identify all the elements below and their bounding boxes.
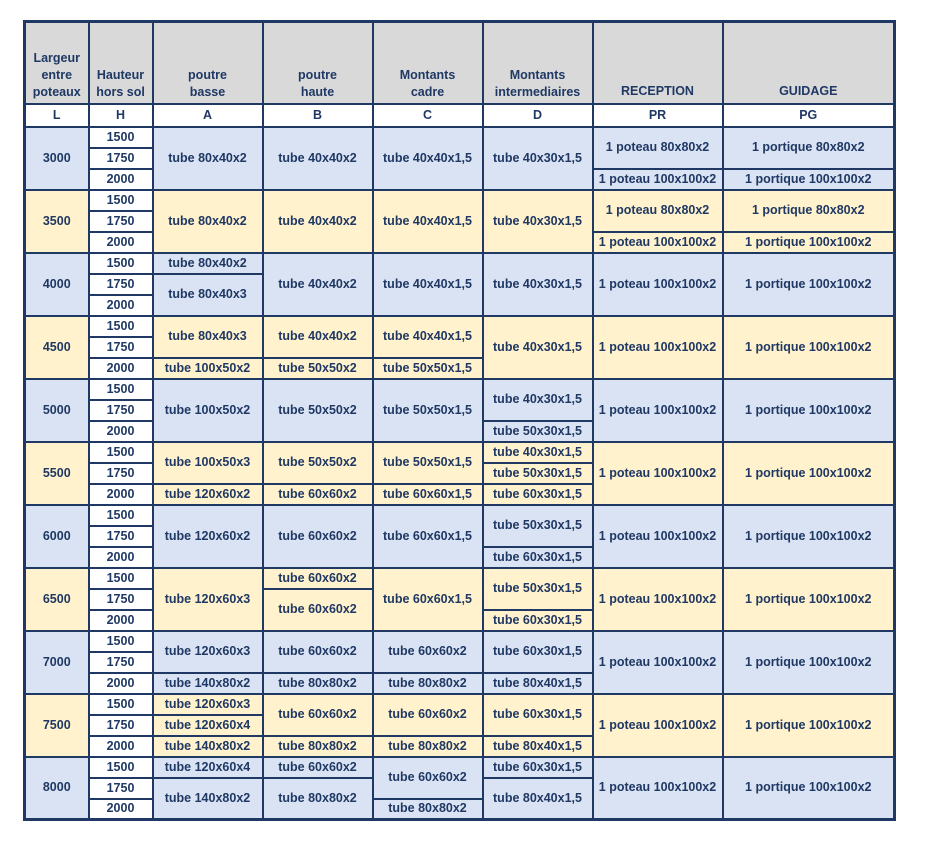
montants-intermediaires-cell: tube 50x30x1,5 — [483, 505, 593, 547]
poutre-haute-cell: tube 80x80x2 — [263, 778, 373, 820]
table-row — [25, 253, 895, 274]
poutre-basse-cell: tube 120x60x2 — [153, 505, 263, 568]
header-label-line: poteaux — [32, 84, 81, 99]
header-label-line: haute — [300, 84, 335, 99]
poutre-haute-cell: tube 60x60x2 — [263, 484, 373, 505]
table-row — [25, 190, 895, 211]
largeur-cell: 4000 — [25, 253, 89, 316]
hauteur-cell: 1500 — [89, 694, 153, 715]
montants-intermediaires-cell: tube 50x30x1,5 — [483, 568, 593, 610]
poutre-haute-cell: tube 50x50x2 — [263, 442, 373, 484]
montants-intermediaires-cell: tube 80x40x1,5 — [483, 673, 593, 694]
hauteur-cell: 1750 — [89, 274, 153, 295]
reception-cell: 1 poteau 100x100x2 — [593, 757, 723, 820]
largeur-cell: 4500 — [25, 316, 89, 379]
header-label-line: poutre — [298, 67, 337, 82]
poutre-haute-cell: tube 60x60x2 — [263, 631, 373, 673]
poutre-haute-cell: tube 40x40x2 — [263, 253, 373, 316]
montants-cadre-cell: tube 80x80x2 — [373, 736, 483, 757]
header-largeur — [25, 22, 89, 104]
poutre-basse-cell: tube 80x40x2 — [153, 253, 263, 274]
poutre-haute-cell: tube 60x60x2 — [263, 757, 373, 778]
table-row — [25, 694, 895, 715]
montants-cadre-cell: tube 60x60x2 — [373, 757, 483, 799]
hauteur-cell: 2000 — [89, 169, 153, 190]
largeur-cell: 7500 — [25, 694, 89, 757]
montants-intermediaires-cell: tube 60x30x1,5 — [483, 547, 593, 568]
hauteur-cell: 1500 — [89, 505, 153, 526]
poutre-basse-cell: tube 80x40x3 — [153, 316, 263, 358]
poutre-basse-cell: tube 140x80x2 — [153, 673, 263, 694]
table-row — [25, 505, 895, 526]
poutre-haute-cell: tube 60x60x2 — [263, 505, 373, 568]
column-letter-poutre-basse: A — [153, 104, 263, 127]
montants-intermediaires-cell: tube 40x30x1,5 — [483, 442, 593, 463]
hauteur-cell: 2000 — [89, 673, 153, 694]
largeur-cell: 7000 — [25, 631, 89, 694]
poutre-haute-cell: tube 80x80x2 — [263, 673, 373, 694]
poutre-basse-cell: tube 140x80x2 — [153, 778, 263, 820]
hauteur-cell: 1750 — [89, 526, 153, 547]
header-label-line: Montants — [399, 67, 456, 82]
poutre-basse-cell: tube 80x40x2 — [153, 127, 263, 190]
reception-cell: 1 poteau 80x80x2 — [593, 190, 723, 232]
montants-intermediaires-cell: tube 80x40x1,5 — [483, 778, 593, 820]
table-row — [25, 316, 895, 337]
guidage-cell: 1 portique 100x100x2 — [723, 442, 895, 505]
poutre-haute-cell: tube 40x40x2 — [263, 190, 373, 253]
poutre-basse-cell: tube 120x60x3 — [153, 568, 263, 631]
hauteur-cell: 1500 — [89, 316, 153, 337]
reception-cell: 1 poteau 100x100x2 — [593, 316, 723, 379]
header-poutre-haute — [263, 22, 373, 104]
guidage-cell: 1 portique 100x100x2 — [723, 232, 895, 253]
largeur-cell: 3500 — [25, 190, 89, 253]
table-body — [25, 22, 895, 820]
hauteur-cell: 2000 — [89, 232, 153, 253]
table-row — [25, 127, 895, 148]
hauteur-cell: 2000 — [89, 421, 153, 442]
hauteur-cell: 1750 — [89, 463, 153, 484]
hauteur-cell: 1750 — [89, 715, 153, 736]
guidage-cell: 1 portique 100x100x2 — [723, 379, 895, 442]
poutre-basse-cell: tube 120x60x4 — [153, 715, 263, 736]
reception-cell: 1 poteau 100x100x2 — [593, 169, 723, 190]
guidage-cell: 1 portique 100x100x2 — [723, 568, 895, 631]
table-row — [25, 379, 895, 400]
guidage-cell: 1 portique 100x100x2 — [723, 316, 895, 379]
reception-cell: 1 poteau 80x80x2 — [593, 127, 723, 169]
poutre-basse-cell: tube 80x40x2 — [153, 190, 263, 253]
hauteur-cell: 2000 — [89, 484, 153, 505]
montants-cadre-cell: tube 80x80x2 — [373, 799, 483, 820]
header-poutre-basse — [153, 22, 263, 104]
header-montants-cadre — [373, 22, 483, 104]
hauteur-cell: 1500 — [89, 568, 153, 589]
hauteur-cell: 2000 — [89, 736, 153, 757]
reception-cell: 1 poteau 100x100x2 — [593, 442, 723, 505]
poutre-basse-cell: tube 100x50x2 — [153, 379, 263, 442]
poutre-basse-cell: tube 120x60x3 — [153, 631, 263, 673]
montants-intermediaires-cell: tube 40x30x1,5 — [483, 316, 593, 379]
montants-cadre-cell: tube 40x40x1,5 — [373, 316, 483, 358]
montants-cadre-cell: tube 40x40x1,5 — [373, 253, 483, 316]
poutre-basse-cell: tube 100x50x2 — [153, 358, 263, 379]
montants-intermediaires-cell: tube 50x30x1,5 — [483, 463, 593, 484]
hauteur-cell: 2000 — [89, 358, 153, 379]
hauteur-cell: 1500 — [89, 127, 153, 148]
header-label-line: poutre — [188, 67, 227, 82]
hauteur-cell: 2000 — [89, 295, 153, 316]
hauteur-cell: 1500 — [89, 442, 153, 463]
hauteur-cell: 1750 — [89, 589, 153, 610]
dimension-spec-table — [23, 20, 896, 821]
poutre-haute-cell: tube 40x40x2 — [263, 316, 373, 358]
hauteur-cell: 2000 — [89, 799, 153, 820]
column-letter-hauteur: H — [89, 104, 153, 127]
hauteur-cell: 1750 — [89, 148, 153, 169]
montants-intermediaires-cell: tube 40x30x1,5 — [483, 379, 593, 421]
reception-cell: 1 poteau 100x100x2 — [593, 694, 723, 757]
header-guidage — [723, 22, 895, 104]
poutre-basse-cell: tube 120x60x2 — [153, 484, 263, 505]
largeur-cell: 3000 — [25, 127, 89, 190]
reception-cell: 1 poteau 100x100x2 — [593, 253, 723, 316]
hauteur-cell: 1500 — [89, 253, 153, 274]
column-letter-montants-intermediaires: D — [483, 104, 593, 127]
poutre-basse-cell: tube 120x60x3 — [153, 694, 263, 715]
poutre-haute-cell: tube 50x50x2 — [263, 358, 373, 379]
guidage-cell: 1 portique 100x100x2 — [723, 505, 895, 568]
header-label-line: GUIDAGE — [779, 83, 838, 98]
header-label-line: RECEPTION — [621, 83, 694, 98]
montants-cadre-cell: tube 50x50x1,5 — [373, 358, 483, 379]
montants-intermediaires-cell: tube 40x30x1,5 — [483, 253, 593, 316]
header-label-line: Hauteur — [96, 67, 145, 82]
guidage-cell: 1 portique 80x80x2 — [723, 190, 895, 232]
column-letter-guidage: PG — [723, 104, 895, 127]
poutre-basse-cell: tube 120x60x4 — [153, 757, 263, 778]
table-row — [25, 631, 895, 652]
reception-cell: 1 poteau 100x100x2 — [593, 505, 723, 568]
header-label-line: Montants — [509, 67, 566, 82]
guidage-cell: 1 portique 100x100x2 — [723, 169, 895, 190]
montants-cadre-cell: tube 50x50x1,5 — [373, 442, 483, 484]
hauteur-cell: 1500 — [89, 757, 153, 778]
header-label-line: cadre — [410, 84, 445, 99]
reception-cell: 1 poteau 100x100x2 — [593, 568, 723, 631]
montants-intermediaires-cell: tube 60x30x1,5 — [483, 484, 593, 505]
poutre-haute-cell: tube 60x60x2 — [263, 568, 373, 589]
montants-cadre-cell: tube 60x60x1,5 — [373, 505, 483, 568]
hauteur-cell: 2000 — [89, 610, 153, 631]
header-label-line: entre — [41, 67, 73, 82]
header-row — [25, 22, 895, 104]
montants-intermediaires-cell: tube 40x30x1,5 — [483, 190, 593, 253]
montants-cadre-cell: tube 80x80x2 — [373, 673, 483, 694]
header-hauteur — [89, 22, 153, 104]
montants-intermediaires-cell: tube 50x30x1,5 — [483, 421, 593, 442]
montants-cadre-cell: tube 60x60x1,5 — [373, 568, 483, 631]
poutre-haute-cell: tube 60x60x2 — [263, 589, 373, 631]
largeur-cell: 6000 — [25, 505, 89, 568]
poutre-haute-cell: tube 50x50x2 — [263, 379, 373, 442]
header-montants-intermediaires — [483, 22, 593, 104]
largeur-cell: 5000 — [25, 379, 89, 442]
hauteur-cell: 2000 — [89, 547, 153, 568]
largeur-cell: 6500 — [25, 568, 89, 631]
guidage-cell: 1 portique 100x100x2 — [723, 253, 895, 316]
column-letter-row — [25, 104, 895, 127]
hauteur-cell: 1750 — [89, 400, 153, 421]
reception-cell: 1 poteau 100x100x2 — [593, 379, 723, 442]
column-letter-reception: PR — [593, 104, 723, 127]
reception-cell: 1 poteau 100x100x2 — [593, 631, 723, 694]
hauteur-cell: 1750 — [89, 778, 153, 799]
poutre-haute-cell: tube 40x40x2 — [263, 127, 373, 190]
largeur-cell: 8000 — [25, 757, 89, 820]
table-row — [25, 757, 895, 778]
hauteur-cell: 1750 — [89, 337, 153, 358]
guidage-cell: 1 portique 80x80x2 — [723, 127, 895, 169]
column-letter-poutre-haute: B — [263, 104, 373, 127]
hauteur-cell: 1500 — [89, 190, 153, 211]
montants-cadre-cell: tube 60x60x1,5 — [373, 484, 483, 505]
montants-cadre-cell: tube 40x40x1,5 — [373, 190, 483, 253]
montants-intermediaires-cell: tube 80x40x1,5 — [483, 736, 593, 757]
guidage-cell: 1 portique 100x100x2 — [723, 757, 895, 820]
montants-cadre-cell: tube 50x50x1,5 — [373, 379, 483, 442]
hauteur-cell: 1750 — [89, 652, 153, 673]
guidage-cell: 1 portique 100x100x2 — [723, 694, 895, 757]
poutre-haute-cell: tube 60x60x2 — [263, 694, 373, 736]
hauteur-cell: 1750 — [89, 211, 153, 232]
header-label-line: intermediaires — [494, 84, 581, 99]
header-label-line: Largeur — [33, 50, 81, 65]
poutre-haute-cell: tube 80x80x2 — [263, 736, 373, 757]
poutre-basse-cell: tube 80x40x3 — [153, 274, 263, 316]
montants-intermediaires-cell: tube 60x30x1,5 — [483, 631, 593, 673]
montants-intermediaires-cell: tube 60x30x1,5 — [483, 757, 593, 778]
montants-intermediaires-cell: tube 60x30x1,5 — [483, 610, 593, 631]
hauteur-cell: 1500 — [89, 379, 153, 400]
montants-cadre-cell: tube 60x60x2 — [373, 694, 483, 736]
montants-intermediaires-cell: tube 40x30x1,5 — [483, 127, 593, 190]
hauteur-cell: 1500 — [89, 631, 153, 652]
column-letter-largeur: L — [25, 104, 89, 127]
guidage-cell: 1 portique 100x100x2 — [723, 631, 895, 694]
largeur-cell: 5500 — [25, 442, 89, 505]
header-reception — [593, 22, 723, 104]
montants-intermediaires-cell: tube 60x30x1,5 — [483, 694, 593, 736]
montants-cadre-cell: tube 40x40x1,5 — [373, 127, 483, 190]
table-row — [25, 568, 895, 589]
header-label-line: hors sol — [96, 84, 145, 99]
poutre-basse-cell: tube 140x80x2 — [153, 736, 263, 757]
reception-cell: 1 poteau 100x100x2 — [593, 232, 723, 253]
table-row — [25, 442, 895, 463]
column-letter-montants-cadre: C — [373, 104, 483, 127]
poutre-basse-cell: tube 100x50x3 — [153, 442, 263, 484]
header-label-line: basse — [189, 84, 226, 99]
montants-cadre-cell: tube 60x60x2 — [373, 631, 483, 673]
